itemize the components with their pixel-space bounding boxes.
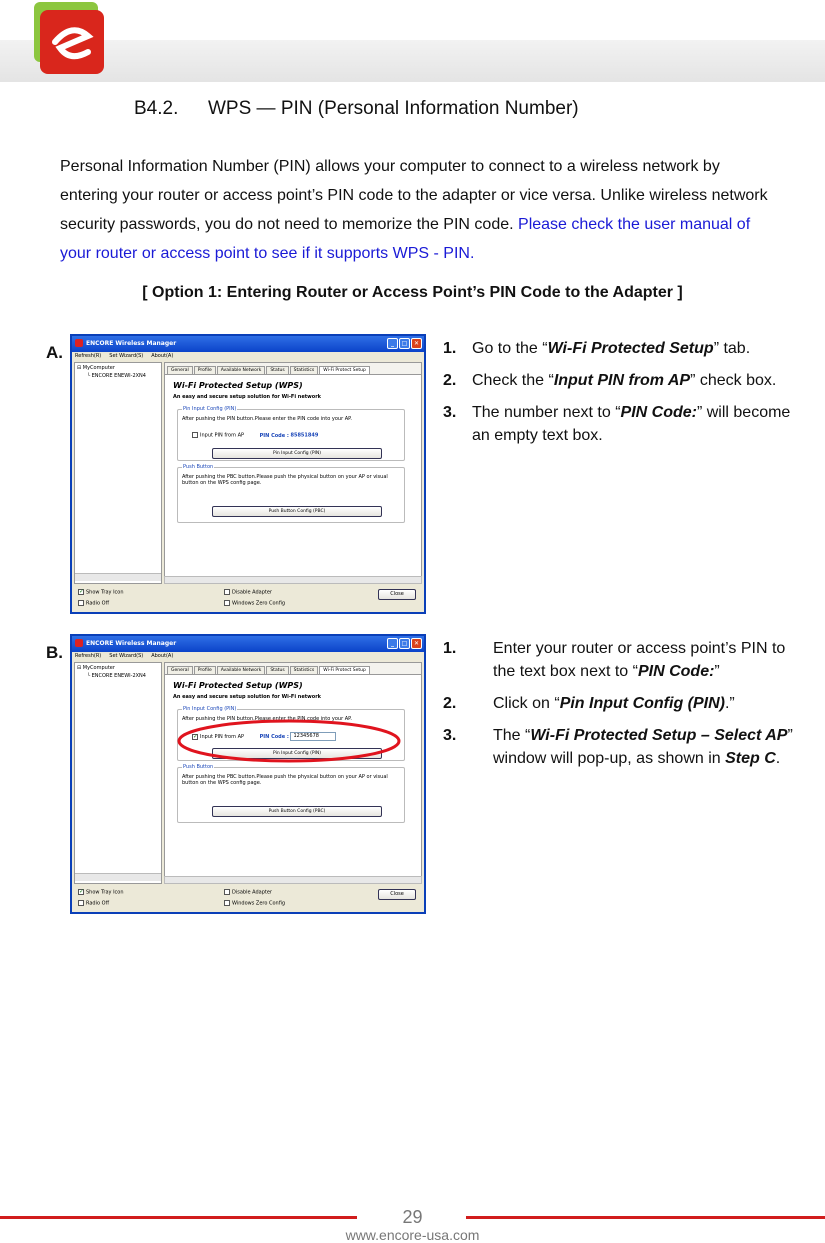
step-b-letter: B. xyxy=(46,643,63,662)
section-heading xyxy=(134,98,579,120)
radio-off-checkbox[interactable] xyxy=(78,600,84,606)
window-footer xyxy=(72,886,424,912)
radio-off-label: Radio Off xyxy=(86,900,110,907)
radio-off-label: Radio Off xyxy=(86,600,110,607)
window-title: ENCORE Wireless Manager xyxy=(86,340,177,347)
pin-code-value: 85851849 xyxy=(290,432,319,439)
wps-title: Wi-Fi Protected Setup (WPS) xyxy=(173,381,303,390)
pbc-button[interactable]: Push Button Config (PBC) xyxy=(212,806,382,817)
step-b-2: 2. Click on “Pin Input Config (PIN).” xyxy=(443,695,735,712)
disable-adapter-checkbox[interactable] xyxy=(224,589,230,595)
tree-item-adapter[interactable]: └ ENCORE ENEWI-2XN4 xyxy=(87,373,146,379)
window-footer xyxy=(72,586,424,612)
menu-about[interactable]: About(A) xyxy=(151,353,174,359)
tree-scrollbar[interactable] xyxy=(75,873,161,881)
pin-input-config-button[interactable]: Pin Input Config (PIN) xyxy=(212,448,382,459)
window-title: ENCORE Wireless Manager xyxy=(86,640,177,647)
pin-group-desc: After pushing the PIN button.Please enter the PIN code into your AP. xyxy=(182,716,352,722)
input-pin-label: Input PIN from AP xyxy=(200,432,245,439)
tab-profile[interactable]: Profile xyxy=(194,666,216,674)
pin-code-label: PIN Code : xyxy=(259,734,289,740)
menu-about[interactable]: About(A) xyxy=(151,653,174,659)
wps-subtitle: An easy and secure setup solution for Wi-Fi network xyxy=(173,694,321,700)
radio-off-checkbox[interactable] xyxy=(78,900,84,906)
intro-paragraph xyxy=(60,152,780,268)
panel-scrollbar[interactable] xyxy=(164,876,422,884)
menu-set-wizard[interactable]: Set Wizard(S) xyxy=(109,653,144,659)
settings-panel xyxy=(164,662,422,884)
pin-group-legend: Pin Input Config (PIN) xyxy=(183,406,237,412)
steps-a xyxy=(443,337,793,456)
tab-available-network[interactable]: Available Network xyxy=(217,366,266,374)
show-tray-checkbox[interactable] xyxy=(78,589,84,595)
wps-title: Wi-Fi Protected Setup (WPS) xyxy=(173,681,303,690)
pin-code-input[interactable]: 12345678 xyxy=(290,732,336,741)
tree-item-computer[interactable]: ⊟ MyComputer xyxy=(77,665,115,671)
app-icon xyxy=(75,639,83,647)
tab-general[interactable]: General xyxy=(167,366,193,374)
close-icon[interactable]: ✕ xyxy=(411,638,422,649)
app-icon xyxy=(75,339,83,347)
tab-wps[interactable]: Wi-Fi Protect Setup xyxy=(319,366,370,374)
windows-zero-label: Windows Zero Config xyxy=(232,600,286,607)
pin-group-legend: Pin Input Config (PIN) xyxy=(183,706,237,712)
show-tray-label: Show Tray Icon xyxy=(86,589,124,596)
disable-adapter-checkbox[interactable] xyxy=(224,889,230,895)
disable-adapter-label: Disable Adapter xyxy=(232,589,272,596)
pin-input-config-button[interactable]: Pin Input Config (PIN) xyxy=(212,748,382,759)
tab-statistics[interactable]: Statistics xyxy=(290,666,319,674)
tree-item-adapter[interactable]: └ ENCORE ENEWI-2XN4 xyxy=(87,673,146,679)
step-b-3: 3. The “Wi-Fi Protected Setup – Select AP” window will pop-up, as shown in Step C. xyxy=(443,727,793,767)
windows-zero-label: Windows Zero Config xyxy=(232,900,286,907)
minimize-icon[interactable]: _ xyxy=(387,638,398,649)
push-group-desc: After pushing the PBC button.Please push the physical button on your AP or visual button on the WPS config page. xyxy=(182,774,388,786)
close-icon[interactable]: ✕ xyxy=(411,338,422,349)
windows-zero-checkbox[interactable] xyxy=(224,900,230,906)
step-a-letter: A. xyxy=(46,343,63,362)
menubar xyxy=(72,652,424,661)
option-heading: [ Option 1: Entering Router or Access Point’s PIN Code to the Adapter ] xyxy=(142,284,683,301)
intro-text: Personal Information Number (PIN) allows your computer to connect to a wireless network by entering your router or access point’s PIN code to the adapter or vice versa. Unlike wireless network security passwords, you do not need to memorize the PIN code. xyxy=(60,158,768,233)
input-pin-label: Input PIN from AP xyxy=(200,734,245,740)
pin-group xyxy=(177,406,405,461)
show-tray-checkbox[interactable] xyxy=(78,889,84,895)
pbc-button[interactable]: Push Button Config (PBC) xyxy=(212,506,382,517)
show-tray-label: Show Tray Icon xyxy=(86,889,124,896)
push-group xyxy=(177,764,405,823)
tree-scrollbar[interactable] xyxy=(75,573,161,581)
settings-panel xyxy=(164,362,422,584)
pin-group-desc: After pushing the PIN button.Please enter the PIN code into your AP. xyxy=(182,416,352,422)
window-titlebar xyxy=(72,636,424,652)
windows-zero-checkbox[interactable] xyxy=(224,600,230,606)
push-group-legend: Push Button xyxy=(183,464,214,470)
tree-item-computer[interactable]: ⊟ MyComputer xyxy=(77,365,115,371)
tab-wps[interactable]: Wi-Fi Protect Setup xyxy=(319,666,370,674)
tab-statistics[interactable]: Statistics xyxy=(290,366,319,374)
encore-logo xyxy=(30,2,108,76)
wps-subtitle: An easy and secure setup solution for Wi-Fi network xyxy=(173,394,321,400)
tab-profile[interactable]: Profile xyxy=(194,366,216,374)
panel-scrollbar[interactable] xyxy=(164,576,422,584)
device-tree xyxy=(74,362,162,584)
step-b-1: 1. Enter your router or access point’s PIN to the text box next to “PIN Code:” xyxy=(443,640,786,680)
section-number: B4.2. xyxy=(134,98,179,119)
tab-available-network[interactable]: Available Network xyxy=(217,666,266,674)
close-button[interactable]: Close xyxy=(378,889,416,900)
tab-bar xyxy=(165,363,421,375)
push-group-desc: After pushing the PBC button.Please push the physical button on your AP or visual button on the WPS config page. xyxy=(182,474,388,486)
disable-adapter-label: Disable Adapter xyxy=(232,889,272,896)
tab-general[interactable]: General xyxy=(167,666,193,674)
header-band xyxy=(0,40,825,82)
footer-url: www.encore-usa.com xyxy=(345,1227,480,1243)
close-button[interactable]: Close xyxy=(378,589,416,600)
push-group xyxy=(177,464,405,523)
steps-b xyxy=(443,637,793,779)
maximize-icon[interactable]: □ xyxy=(399,338,410,349)
highlight-ellipse xyxy=(175,717,405,765)
maximize-icon[interactable]: □ xyxy=(399,638,410,649)
pin-code-label: PIN Code : xyxy=(259,432,289,439)
screenshot-a xyxy=(70,334,426,614)
tab-status[interactable]: Status xyxy=(266,666,288,674)
tab-status[interactable]: Status xyxy=(266,366,288,374)
window-titlebar xyxy=(72,336,424,352)
menubar xyxy=(72,352,424,361)
minimize-icon[interactable]: _ xyxy=(387,338,398,349)
tab-bar xyxy=(165,663,421,675)
section-title: WPS — PIN (Personal Information Number) xyxy=(208,98,579,119)
device-tree xyxy=(74,662,162,884)
input-pin-checkbox[interactable] xyxy=(192,432,198,438)
step-a-1: 1. Go to the “Wi-Fi Protected Setup” tab. xyxy=(443,340,751,357)
push-group-legend: Push Button xyxy=(183,764,214,770)
menu-refresh[interactable]: Refresh(R) xyxy=(75,653,102,659)
intro-note: Please check the user manual of your router or access point to see if it supports WPS - PIN. xyxy=(60,216,751,262)
step-a-3: 3. The number next to “PIN Code:” will become an empty text box. xyxy=(443,404,791,444)
menu-refresh[interactable]: Refresh(R) xyxy=(75,353,102,359)
screenshot-b xyxy=(70,634,426,914)
step-a-2: 2. Check the “Input PIN from AP” check box. xyxy=(443,372,777,389)
page-number: 29 xyxy=(402,1207,423,1227)
menu-set-wizard[interactable]: Set Wizard(S) xyxy=(109,353,144,359)
